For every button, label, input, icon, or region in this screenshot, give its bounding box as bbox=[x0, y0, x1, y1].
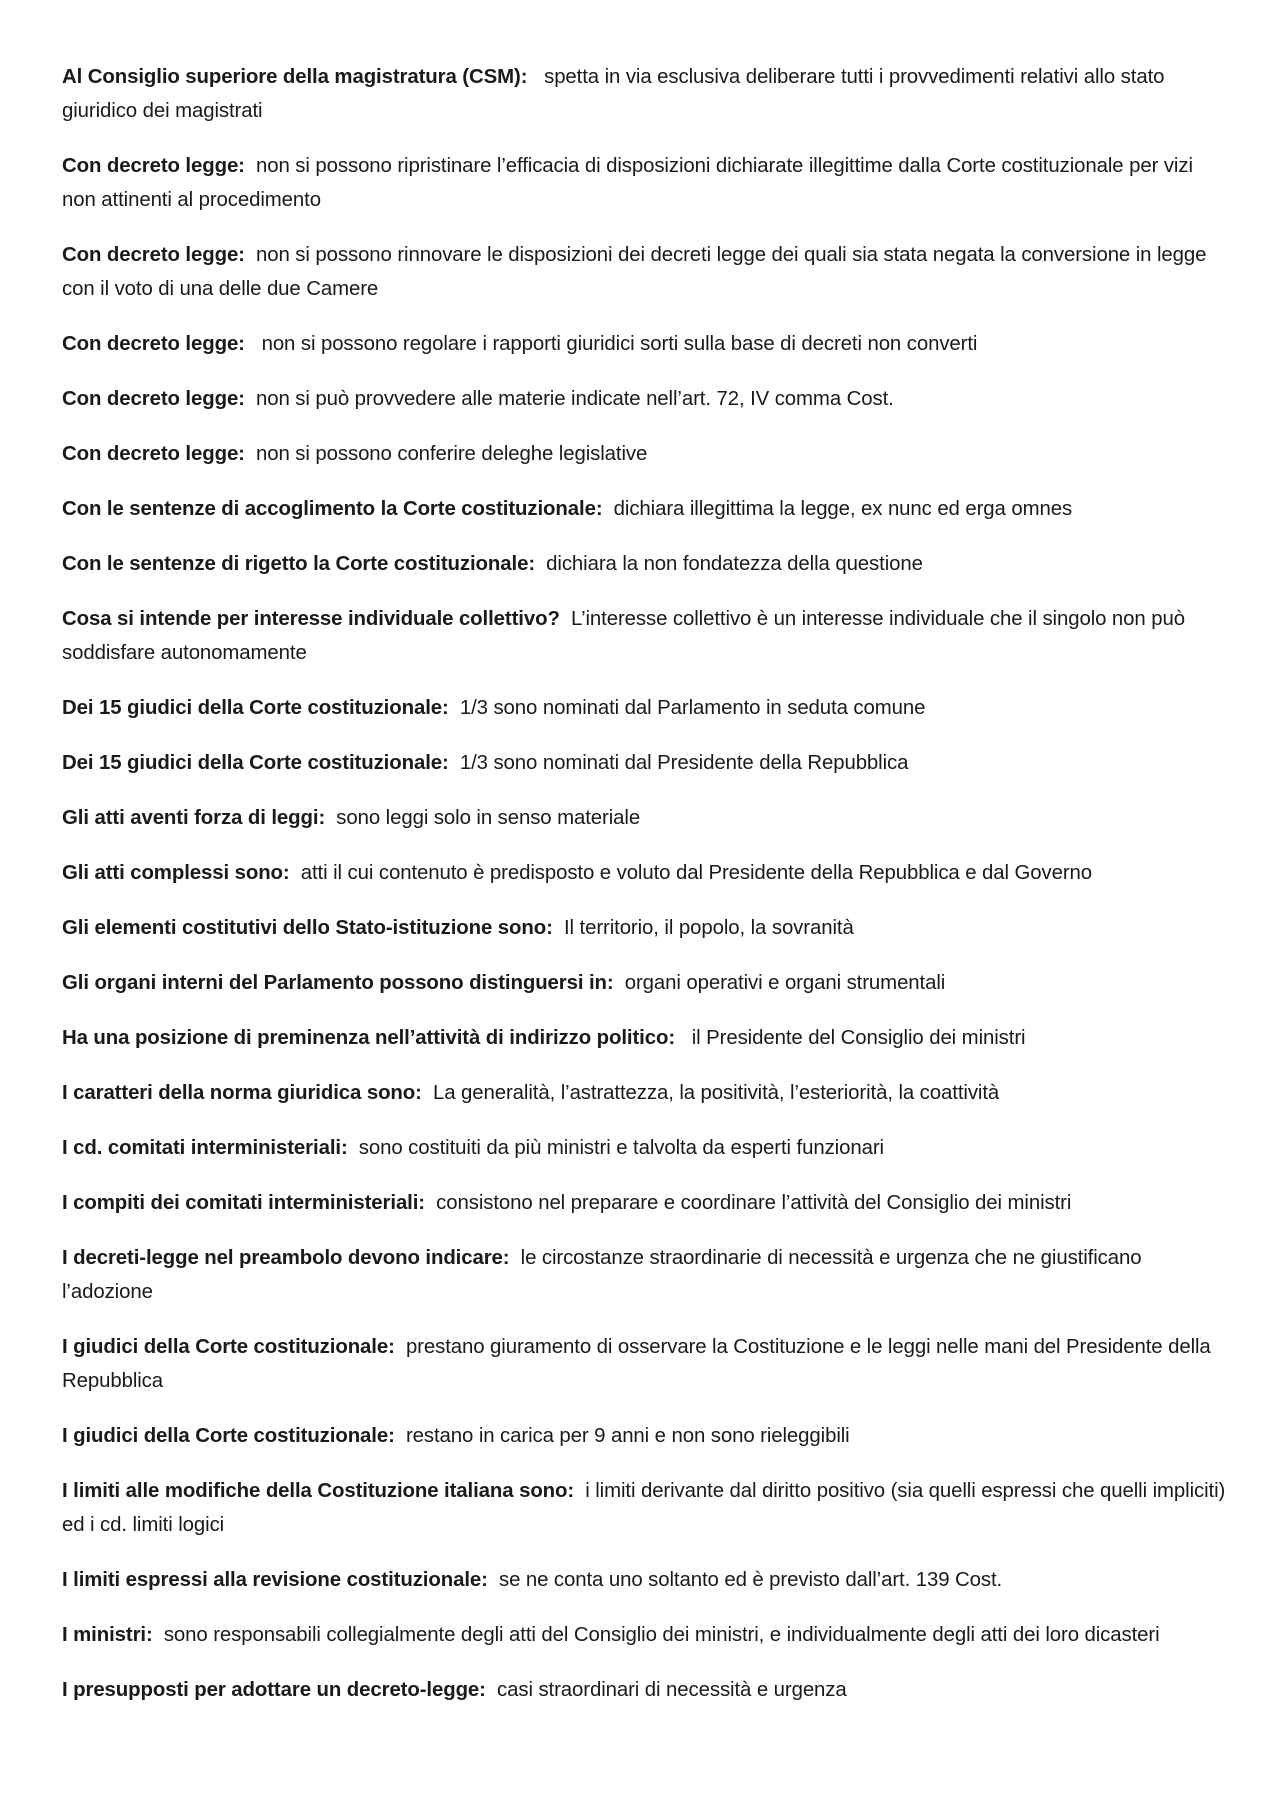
answer: La generalità, l’astrattezza, la positività, l’esteriorità, la coattività bbox=[432, 1082, 1000, 1104]
answer: se ne conta uno soltanto ed è previsto dall’art. 139 Cost. bbox=[498, 1569, 1003, 1591]
question: Dei 15 giudici della Corte costituzionale: bbox=[62, 752, 449, 774]
question: I cd. comitati interministeriali: bbox=[62, 1137, 348, 1159]
question: Con decreto legge: bbox=[62, 443, 245, 465]
document-page bbox=[62, 60, 1232, 1728]
qa-entry bbox=[62, 60, 1232, 128]
answer: Il territorio, il popolo, la sovranità bbox=[563, 917, 854, 939]
answer: casi straordinari di necessità e urgenza bbox=[497, 1679, 847, 1701]
qa-entry bbox=[62, 1186, 1232, 1220]
answer: dichiara la non fondatezza della questione bbox=[546, 553, 923, 575]
question: Con le sentenze di rigetto la Corte costituzionale: bbox=[62, 553, 536, 575]
qa-entry bbox=[62, 1076, 1232, 1110]
qa-entry bbox=[62, 1131, 1232, 1165]
answer: le circostanze straordinarie di necessità e urgenza che ne giustificano l’adozione bbox=[62, 1247, 1142, 1303]
answer: sono responsabili collegialmente degli atti del Consiglio dei ministri, e individualmente degli atti dei loro dicasteri bbox=[163, 1624, 1160, 1646]
question: Gli atti complessi sono: bbox=[62, 862, 290, 884]
question: I limiti espressi alla revisione costituzionale: bbox=[62, 1569, 488, 1591]
qa-entry bbox=[62, 602, 1232, 670]
question: Al Consiglio superiore della magistratura (CSM): bbox=[62, 66, 528, 88]
qa-entry bbox=[62, 746, 1232, 780]
question: Dei 15 giudici della Corte costituzionale: bbox=[62, 697, 449, 719]
question: Gli elementi costitutivi dello Stato-istituzione sono: bbox=[62, 917, 553, 939]
answer: non si possono regolare i rapporti giuridici sorti sulla base di decreti non converti bbox=[261, 333, 978, 355]
answer: i limiti derivante dal diritto positivo (sia quelli espressi che quelli impliciti) ed i cd. limiti logici bbox=[62, 1480, 1226, 1536]
question: Ha una posizione di preminenza nell’attività di indirizzo politico: bbox=[62, 1027, 676, 1049]
qa-entry bbox=[62, 149, 1232, 217]
question: Con decreto legge: bbox=[62, 155, 245, 177]
question: Gli organi interni del Parlamento possono distinguersi in: bbox=[62, 972, 614, 994]
qa-entry bbox=[62, 1474, 1232, 1542]
qa-entry bbox=[62, 1021, 1232, 1055]
answer: il Presidente del Consiglio dei ministri bbox=[691, 1027, 1026, 1049]
qa-entry bbox=[62, 1563, 1232, 1597]
question: I compiti dei comitati interministeriali: bbox=[62, 1192, 426, 1214]
qa-entry bbox=[62, 327, 1232, 361]
answer: spetta in via esclusiva deliberare tutti i provvedimenti relativi allo stato giuridico dei magistrati bbox=[62, 66, 1165, 122]
answer: non si possono ripristinare l’efficacia di disposizioni dichiarate illegittime dalla Corte costituzionale per vizi non attinenti al procedimento bbox=[62, 155, 1193, 211]
answer: non si può provvedere alle materie indicate nell’art. 72, IV comma Cost. bbox=[256, 388, 894, 410]
answer: 1/3 sono nominati dal Parlamento in seduta comune bbox=[459, 697, 926, 719]
qa-entry bbox=[62, 1419, 1232, 1453]
question: I giudici della Corte costituzionale: bbox=[62, 1336, 395, 1358]
answer: L’interesse collettivo è un interesse individuale che il singolo non può soddisfare autonomamente bbox=[62, 608, 1185, 664]
qa-entry bbox=[62, 911, 1232, 945]
question: Con decreto legge: bbox=[62, 333, 245, 355]
answer: prestano giuramento di osservare la Costituzione e le leggi nelle mani del Presidente della Repubblica bbox=[62, 1336, 1211, 1392]
qa-entry bbox=[62, 801, 1232, 835]
qa-entry bbox=[62, 1673, 1232, 1707]
question: I giudici della Corte costituzionale: bbox=[62, 1425, 395, 1447]
answer: 1/3 sono nominati dal Presidente della Repubblica bbox=[459, 752, 909, 774]
qa-entry bbox=[62, 1618, 1232, 1652]
qa-entry bbox=[62, 238, 1232, 306]
qa-entry bbox=[62, 547, 1232, 581]
qa-entry bbox=[62, 1330, 1232, 1398]
qa-entry bbox=[62, 966, 1232, 1000]
answer: sono leggi solo in senso materiale bbox=[336, 807, 641, 829]
question: Con decreto legge: bbox=[62, 244, 245, 266]
qa-entry bbox=[62, 691, 1232, 725]
qa-entry bbox=[62, 492, 1232, 526]
question: Cosa si intende per interesse individuale collettivo? bbox=[62, 608, 560, 630]
answer: consistono nel preparare e coordinare l’attività del Consiglio dei ministri bbox=[436, 1192, 1072, 1214]
answer: non si possono rinnovare le disposizioni dei decreti legge dei quali sia stata negata la conversione in legge con il voto di una delle due Camere bbox=[62, 244, 1207, 300]
answer: non si possono conferire deleghe legislative bbox=[256, 443, 648, 465]
qa-entry bbox=[62, 1241, 1232, 1309]
question: I limiti alle modifiche della Costituzione italiana sono: bbox=[62, 1480, 575, 1502]
question: Con le sentenze di accoglimento la Corte costituzionale: bbox=[62, 498, 603, 520]
question: I caratteri della norma giuridica sono: bbox=[62, 1082, 422, 1104]
answer: restano in carica per 9 anni e non sono rieleggibili bbox=[405, 1425, 850, 1447]
question: I decreti-legge nel preambolo devono indicare: bbox=[62, 1247, 510, 1269]
question: I presupposti per adottare un decreto-legge: bbox=[62, 1679, 486, 1701]
question: I ministri: bbox=[62, 1624, 153, 1646]
qa-entry bbox=[62, 382, 1232, 416]
question: Gli atti aventi forza di leggi: bbox=[62, 807, 326, 829]
qa-entry bbox=[62, 437, 1232, 471]
question: Con decreto legge: bbox=[62, 388, 245, 410]
answer: sono costituiti da più ministri e talvolta da esperti funzionari bbox=[358, 1137, 884, 1159]
answer: atti il cui contenuto è predisposto e voluto dal Presidente della Repubblica e dal Governo bbox=[300, 862, 1093, 884]
answer: organi operativi e organi strumentali bbox=[624, 972, 946, 994]
qa-entry bbox=[62, 856, 1232, 890]
answer: dichiara illegittima la legge, ex nunc ed erga omnes bbox=[613, 498, 1073, 520]
